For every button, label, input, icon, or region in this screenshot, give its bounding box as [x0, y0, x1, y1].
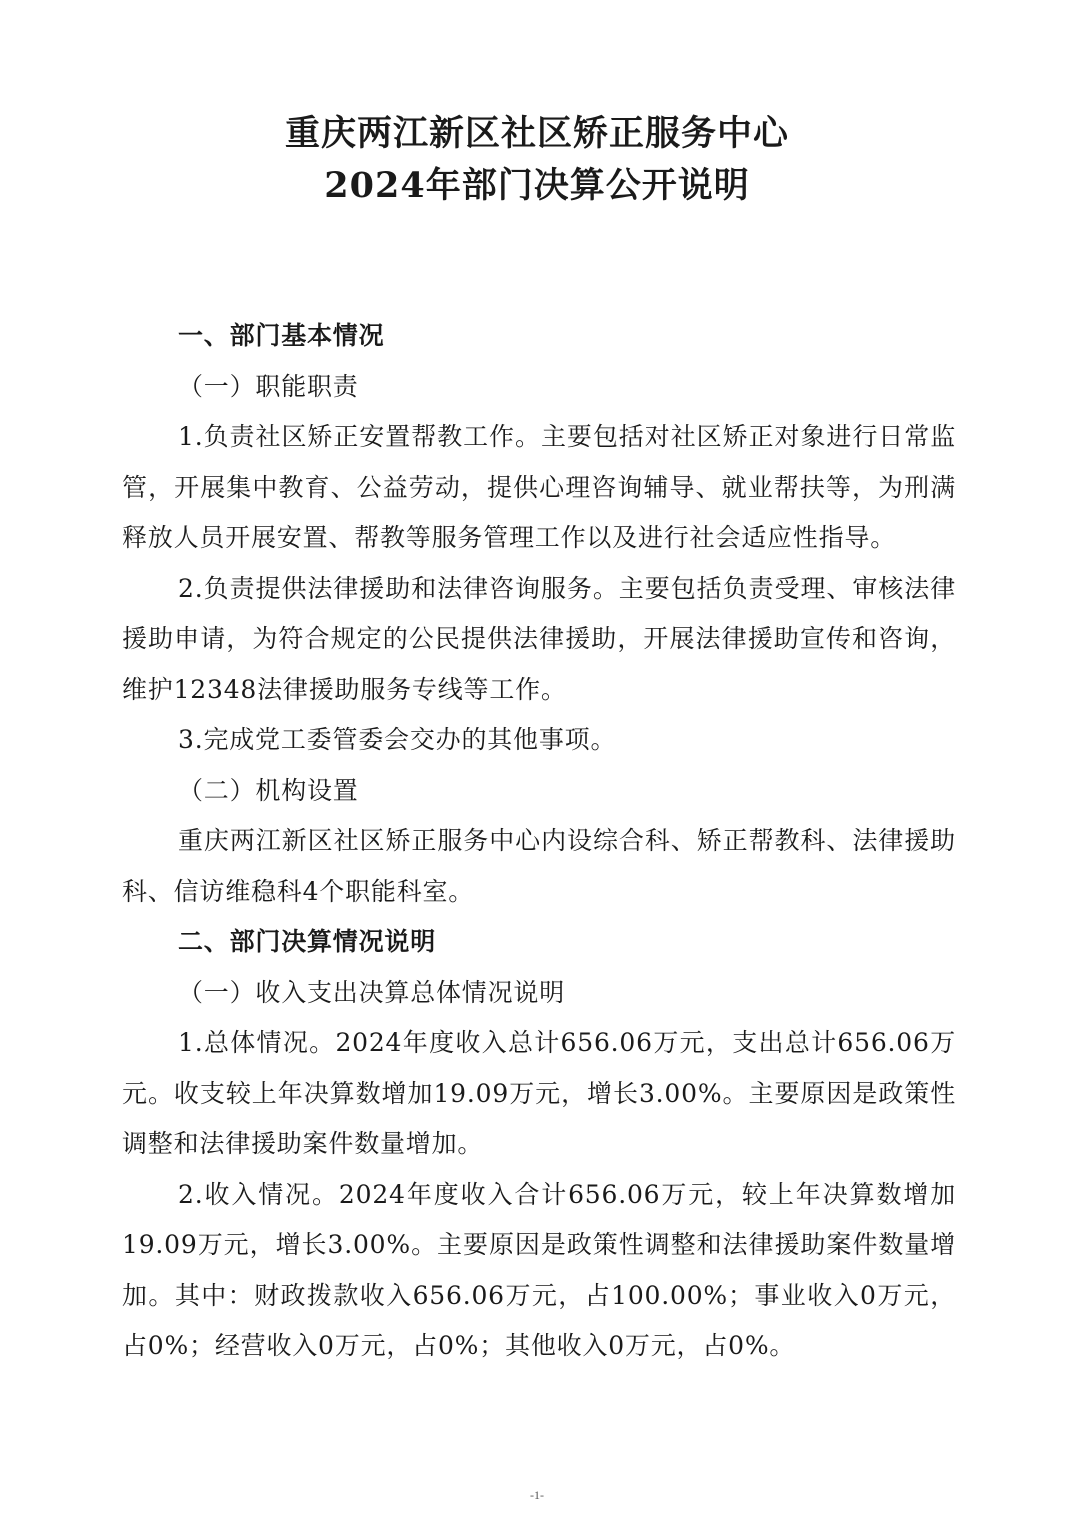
- paragraph-organization: 重庆两江新区社区矫正服务中心内设综合科、矫正帮教科、法律援助科、信访维稳科4个职能科室。: [122, 826, 956, 906]
- subheading-organization: （二）机构设置: [178, 775, 359, 805]
- section-heading-basic-info: 一、部门基本情况: [178, 321, 385, 350]
- paragraph-function-3: 3.完成党工委管委会交办的其他事项。: [178, 725, 617, 754]
- subheading-income-expense: （一）收入支出决算总体情况说明: [178, 977, 566, 1007]
- document-title-line1: 重庆两江新区社区矫正服务中心: [284, 113, 789, 154]
- document-title-line2: 2024年部门决算公开说明: [324, 165, 750, 206]
- section-heading-budget: 二、部门决算情况说明: [178, 927, 437, 956]
- document-body: [122, 311, 956, 1372]
- paragraph-function-2: 2.负责提供法律援助和法律咨询服务。主要包括负责受理、审核法律援助申请，为符合规定的公民提供法律援助，开展法律援助宣传和咨询，维护12348法律援助服务专线等工作。: [122, 573, 956, 704]
- subheading-functions: （一）职能职责: [178, 371, 359, 401]
- paragraph-overall: 1.总体情况。2024年度收入总计656.06万元，支出总计656.06万元。收支较上年决算数增加19.09万元，增长3.00%。主要原因是政策性调整和法律援助案件数量增加。: [122, 1028, 956, 1158]
- paragraph-income: 2.收入情况。2024年度收入合计656.06万元，较上年决算数增加19.09万元，增长3.00%。主要原因是政策性调整和法律援助案件数量增加。其中：财政拨款收入656.06万元，占100.00%；事业收入0万元，占0%；经营收入0万元，占0%；其他收入0万元，占0%。: [122, 1179, 956, 1360]
- page-number: -1-: [530, 1488, 544, 1502]
- paragraph-function-1: 1.负责社区矫正安置帮教工作。主要包括对社区矫正对象进行日常监管，开展集中教育、公益劳动，提供心理咨询辅导、就业帮扶等，为刑满释放人员开展安置、帮教等服务管理工作以及进行社会适应性指导。: [122, 422, 956, 552]
